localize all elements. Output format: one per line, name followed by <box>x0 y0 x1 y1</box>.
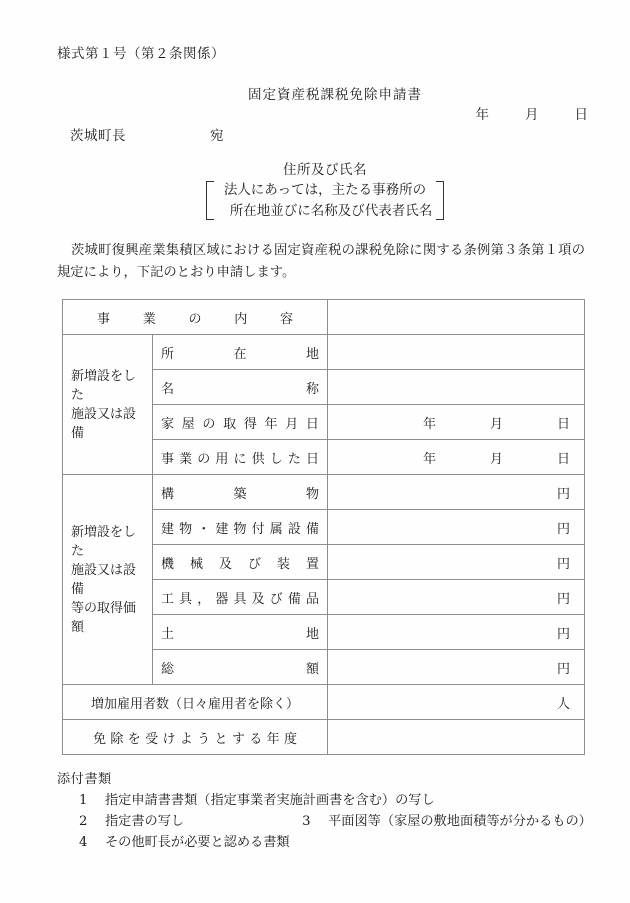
label-char: 工 <box>161 591 175 607</box>
label-char: 名 <box>161 381 175 397</box>
label-char: 日 <box>305 416 319 432</box>
label-char: 備 <box>287 591 301 607</box>
label-char: 事 <box>161 451 175 467</box>
label-char: 備 <box>306 521 320 537</box>
value-tools[interactable] <box>328 580 585 615</box>
label-char: 装 <box>277 556 291 572</box>
body-paragraph-line-2: の規定により，下記のとおり申請します。 <box>57 243 585 280</box>
label-char: の <box>202 416 216 432</box>
label-char: 業 <box>179 451 193 467</box>
submission-date-line <box>476 103 589 123</box>
label-char: 物 <box>306 486 320 502</box>
date-year-label: 年 <box>422 451 436 467</box>
value-business-start-date[interactable] <box>328 440 585 475</box>
form-number: 様式第１号（第２条関係） <box>57 46 225 62</box>
unit-yen: 円 <box>557 661 571 677</box>
label-facility-location <box>153 335 328 370</box>
applicant-note-line-2: 所在地並びに名称及び代表者氏名 <box>229 203 433 219</box>
value-business-content[interactable] <box>328 300 585 335</box>
label-tools <box>153 580 328 615</box>
label-building-acquisition-date <box>153 405 328 440</box>
label-char: 築 <box>233 486 247 502</box>
label-char: 建 <box>161 521 175 537</box>
attachment-number: 2 <box>79 814 88 829</box>
group-label-facility <box>63 335 153 475</box>
label-char: 家 <box>161 416 175 432</box>
label-char: 属 <box>269 521 283 537</box>
label-char: る <box>249 731 263 747</box>
label-char: を <box>127 731 141 747</box>
label-char: 土 <box>161 626 175 642</box>
unit-yen: 円 <box>557 521 571 537</box>
label-char: 総 <box>161 661 175 677</box>
label-char: し <box>269 451 283 467</box>
body-paragraph-line-1: 茨城町復興産業集積区域における固定資産税の課税免除に関する条例第３条第１項 <box>71 243 572 258</box>
label-char: 供 <box>251 451 265 467</box>
value-machinery[interactable] <box>328 545 585 580</box>
attachment-item-1 <box>57 790 592 811</box>
label-char: 機 <box>161 556 175 572</box>
label-char: 具 <box>179 591 193 607</box>
group-label-acquisition <box>63 475 153 685</box>
label-char: 事 <box>97 311 111 327</box>
unit-yen: 円 <box>557 626 571 642</box>
label-char: け <box>162 731 176 747</box>
applicant-heading: 住所及び氏名 <box>283 162 367 178</box>
application-table <box>62 299 585 755</box>
attachment-number: 1 <box>79 793 88 808</box>
unit-yen: 円 <box>557 591 571 607</box>
group-label-facility-line-1: 新増設をした <box>71 368 137 403</box>
label-char: 業 <box>142 311 156 327</box>
label-exemption-fiscal-year <box>63 720 328 755</box>
label-total <box>153 650 328 685</box>
label-char: 除 <box>110 731 124 747</box>
label-char: 器 <box>215 591 229 607</box>
date-month-label: 月 <box>489 416 503 432</box>
applicant-block <box>185 158 465 222</box>
label-char: 免 <box>93 731 107 747</box>
label-char: び <box>269 591 283 607</box>
label-char: と <box>214 731 228 747</box>
label-char: 称 <box>306 381 320 397</box>
group-label-facility-line-2: 施設又は設備 <box>71 406 137 441</box>
label-char: 容 <box>280 311 294 327</box>
label-char: 度 <box>283 731 297 747</box>
label-char: 付 <box>251 521 265 537</box>
table-row-fiscal-year <box>63 720 585 755</box>
date-year-label: 年 <box>422 416 436 432</box>
label-char: 及 <box>251 591 265 607</box>
addressee-suffix: 宛 <box>210 128 224 144</box>
label-char: 物 <box>233 521 247 537</box>
attachment-item-2 <box>57 811 592 832</box>
label-char: 内 <box>234 311 248 327</box>
bracket-left-icon <box>204 179 215 222</box>
attachment-item-4 <box>57 832 592 853</box>
label-char: す <box>231 731 245 747</box>
label-business-content <box>63 300 328 335</box>
attachments-section <box>57 769 592 853</box>
date-day-label: 日 <box>557 416 571 432</box>
label-char: た <box>287 451 301 467</box>
label-char: 取 <box>223 416 237 432</box>
label-char: 用 <box>215 451 229 467</box>
date-day-label: 日 <box>574 107 588 123</box>
date-month-label: 月 <box>489 451 503 467</box>
applicant-note-lines <box>215 179 436 222</box>
label-char: 屋 <box>181 416 195 432</box>
label-char: 品 <box>306 591 320 607</box>
label-char: 建 <box>215 521 229 537</box>
label-char: 月 <box>285 416 299 432</box>
label-char: 在 <box>233 346 247 362</box>
addressee-name: 茨城町長 <box>70 128 126 144</box>
label-char: ・ <box>197 521 211 537</box>
bracket-right-icon <box>435 179 446 222</box>
value-employment-increase[interactable] <box>328 685 585 720</box>
group-label-acquisition-line-2: 施設又は設備 <box>71 562 137 597</box>
date-day-label: 日 <box>557 451 571 467</box>
attachment-text: その他町長が必要と認める書類 <box>105 835 290 850</box>
label-buildings <box>153 510 328 545</box>
label-char: う <box>197 731 211 747</box>
label-char: 具 <box>233 591 247 607</box>
attachment-text: 指定書の写し <box>105 814 185 829</box>
value-land[interactable] <box>328 615 585 650</box>
document-title: 固定資産税課税免除申請書 <box>248 87 422 103</box>
value-facility-location[interactable] <box>328 335 585 370</box>
attachment-number: 4 <box>79 835 88 850</box>
label-char: 年 <box>266 731 280 747</box>
attachments-title: 添付書類 <box>57 772 112 787</box>
unit-people: 人 <box>557 696 571 712</box>
label-char: に <box>233 451 247 467</box>
label-char: び <box>248 556 262 572</box>
label-machinery <box>153 545 328 580</box>
table-row-employment <box>63 685 585 720</box>
value-facility-name[interactable] <box>328 370 585 405</box>
body-paragraph <box>57 240 585 284</box>
value-structures[interactable] <box>328 475 585 510</box>
label-char: 得 <box>243 416 257 432</box>
label-employment-increase: 増加雇用者数（日々雇用者を除く） <box>63 685 328 720</box>
applicant-note-bracket <box>185 179 465 222</box>
value-building-acquisition-date[interactable] <box>328 405 585 440</box>
attachment-text: 平面図等（家屋の敷地面積等が分かるもの） <box>328 814 592 829</box>
label-char: 年 <box>264 416 278 432</box>
value-exemption-fiscal-year[interactable] <box>328 720 585 755</box>
label-char: 受 <box>145 731 159 747</box>
group-label-acquisition-line-1: 新増設をした <box>71 524 137 559</box>
label-char: 物 <box>179 521 193 537</box>
label-structures <box>153 475 328 510</box>
date-year-label: 年 <box>475 107 489 123</box>
label-char: 置 <box>306 556 320 572</box>
label-facility-name <box>153 370 328 405</box>
value-total[interactable] <box>328 650 585 685</box>
label-char: 械 <box>190 556 204 572</box>
label-char: よ <box>179 731 193 747</box>
label-char: ， <box>197 591 211 607</box>
unit-yen: 円 <box>557 486 571 502</box>
unit-yen: 円 <box>557 556 571 572</box>
table-row-facility-location <box>63 335 585 370</box>
label-char: 及 <box>219 556 233 572</box>
group-label-acquisition-line-3: 等の取得価額 <box>71 600 137 635</box>
label-char: 地 <box>306 626 320 642</box>
label-business-start-date <box>153 440 328 475</box>
label-char: 日 <box>306 451 320 467</box>
addressee-row <box>70 124 224 144</box>
label-land <box>153 615 328 650</box>
table-row-structures <box>63 475 585 510</box>
label-char: 地 <box>306 346 320 362</box>
applicant-note-line-1: 法人にあっては，主たる事務所の <box>223 182 427 198</box>
attachment-text: 指定申請書書類（指定事業者実施計画書を含む）の写し <box>105 793 435 808</box>
value-buildings[interactable] <box>328 510 585 545</box>
label-char: の <box>188 311 202 327</box>
attachment-number: 3 <box>302 814 311 829</box>
date-month-label: 月 <box>525 107 539 123</box>
table-row-business-content <box>63 300 585 335</box>
label-char: 額 <box>306 661 320 677</box>
label-char: 設 <box>287 521 301 537</box>
label-char: の <box>197 451 211 467</box>
label-char: 所 <box>161 346 175 362</box>
label-char: 構 <box>161 486 175 502</box>
